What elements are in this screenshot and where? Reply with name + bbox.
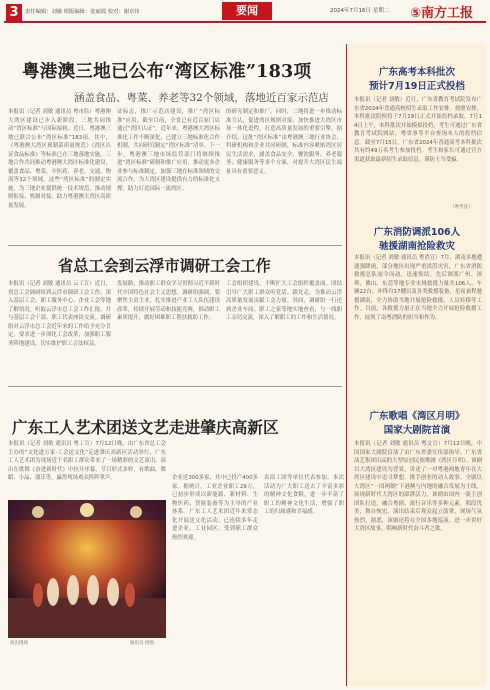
article2-col1: 本报讯（记者 刘敏 通讯员 云工宣）近日，省总工会调研组到云浮市调研工会工作，深入基层工会、职工服务中心、企业工会等地了解情况，听取云浮市总工会工作汇报，并与基层工会干部、职工代表座谈交流。调研组对云浮市总工会近年来的工作给予充分肯定，要求进一步深化工会改革，加强职工服务阵地建设，切实维护职工合法权益。 [8, 281, 111, 347]
issue-date: 2024年7月16日 星期二 [330, 8, 390, 14]
sidebar-divider [346, 44, 347, 686]
header-rule [4, 21, 486, 23]
article1-subtitle: 涵盖食品、粤菜、养老等32个领域，落地近百家示范店 [74, 92, 329, 104]
article3-col3: 表演工团等单位代表参加。本次活动为广大职工送去了丰富多彩的精神文化食粮，进一步丰富了职工的精神文化生活，增强了职工的归属感和幸福感。 [264, 475, 344, 515]
stage-photo-svg [8, 500, 166, 638]
section-label: 要闻 [222, 2, 272, 20]
article3-title: 广东工人艺术团送文艺走进肇庆高新区 [12, 418, 279, 437]
article1-title: 粤港澳三地已公布“湾区标准”183项 [22, 61, 312, 82]
sidebar2-title-line1: 广东消防调派106人 [373, 227, 461, 238]
article3-col2: 企业近300多家，其中已投产400多家。据统计，工业企业职工29万，已初步形成以新能源、新材料、生物医药、智能装备等为主导的产业体系。广东工人艺术团近年来常态化开展送文化活动，已连续多年走进企业、工业园区，受到职工群众热烈欢迎。 [172, 475, 258, 541]
divider [8, 386, 342, 387]
article3-col1: 本报讯（记者 刘敏 通讯员 粤工宣）7月12日晚，由广东省总工会主办的“文化进万家·工会送文化”走进肇庆高新区活动举行，广东工人艺术团为现场近千名职工群众带来了一场精彩的文艺演出。演出在歌舞《奋进新时代》中拉开序幕，节目形式多样，有歌曲、舞蹈、小品、器乐等，赢得现场观众阵阵掌声。 [8, 441, 166, 481]
sidebar2-body: 本报讯（记者 刘敏 通讯员 粤消宣）7月，湖南多地遭遇强降雨，部分地区出现严重洪涝灾害，广东省消防救援总队闻令而动，迅速集结，先后调派广州、深圳、佛山、东莞等地专业水域救援力量共106人、车辆22台、冲锋舟17艘以及各类救援装备，星夜兼程驰援湖南，全力协助当地开展抢险救援、人员转移等工作。目前，各救援力量正在当地全力开展抢险救援工作，展现了南粤消防的担当和作为。 [354, 255, 482, 321]
article2-col3: 工会组织建设，不断扩大工会组织覆盖面，团结引导广大职工群众听党话、跟党走，为推动云浮高质量发展贡献工会力量。其间，调研组一行还到企业车间、职工之家等地实地查看，与一线职工亲切交流，深入了解职工的工作和生活情况。 [226, 281, 342, 321]
newspaper-logo: ⑤南方工报 [410, 6, 474, 21]
sidebar3-title-line1: 广东歌唱《湾区月明》 [369, 411, 465, 422]
sidebar2-title-line2: 驰援湖南抢险救灾 [378, 241, 455, 252]
article1-col1: 本报讯（记者 刘敏 通讯员 粤市监）粤港澳大湾区建设已步入新阶段，三地共同推动“湾区标准”与国际接轨。近日，粤港澳三地已联合公布“湾区标准”183项。其中，《粤港澳大湾区预制菜质量规范》《湾区认证食品标准》等标准已在三地落地实施，三地合作共同推动粤港澳大湾区标准化建设，覆盖食品、粤菜、中医药、养老、交通、物流等32个领域。这些“湾区标准”的制定实施，为三地企业提供统一技术规范，推动规则衔接、机制对接，助力粤港澳大湾区高质量发展。 [8, 109, 111, 209]
photo-caption: 演出现场 [10, 641, 28, 646]
sidebar3-body: 本报讯（记者 刘敏 通讯员 粤文宣）7月12日晚，中国国家大剧院首演了由广东省委宣传部指导、广东省演艺集团出品的大型原创民族歌剧《湾区月明》。该剧以大湾区建设为背景，讲述了一对粤港两地青年在大湾区建设中追寻梦想、携手创业的动人故事。全剧以大湾区“一国两制”下港澳与内地的融合发展为主线，展现新时代大湾区的澎湃活力。该剧由国内一流主创团队打造，融合粤剧、流行音乐等多种元素，唱段优美，舞台恢宏，演出结束后观众起立鼓掌，现场气氛热烈。据悉，该剧还将在全国多地巡演，进一步讲好大湾区故事，唱响新时代奋斗者之歌。 [354, 441, 482, 532]
photo-credit: 通讯员 供图 [130, 641, 154, 646]
article1-col3: 的研究制定和推广。同时，三地将进一步推动标准互认，促进湾区规则对接，加快推进大湾区市场一体化进程，打造高质量发展的重要引擎。据介绍，这批“湾区标准”由粤港澳三地行业协会、科研机构和企业共同研制，标准内容紧贴湾区居民生活需求，涵盖食品安全、餐饮服务、养老服务、健康服务等多个方面，对提升大湾区民生福祉具有重要意义。 [226, 109, 342, 175]
sidebar1-title-line2: 预计7月19日正式投档 [369, 81, 465, 92]
editors-line: 责任编辑：刘敏 组版编辑：张丽霞 校对：谢卓伟 [25, 9, 140, 15]
sidebar3-title-line2: 国家大剧院首演 [383, 425, 451, 436]
sidebar1-title-line1: 广东高考本科批次 [378, 67, 455, 78]
article2-col2: 发展路，推动职工群众学习贯彻习近平新时代中国特色社会主义思想。调研组强调，要聚焦主责主业，扎实推进产业工人队伍建设改革，持续开展劳动和技能竞赛，推动职工素质提升，做好困难职工帮扶救助工作。 [117, 281, 220, 321]
article1-col2: 证标志，推广示范店建设，推广“湾区标准”应用，截至目前，全省已有近百家门店通过“湾区认证”。近年来，粤港澳大湾区标准化工作不断深化，已建立三地标准化合作机制，共同研究制定“湾区标准”清单。下一步，粤港澳三地市场监管部门将继续推进“湾区标准”研制和推广应用，推动更多企业参与标准制定，加强三地在标准领域的交流合作，为大湾区建设提供有力的标准化支撑，助力打造国际一流湾区。 [117, 109, 220, 192]
article2-title: 省总工会到云浮市调研工会工作 [58, 257, 271, 275]
sidebar1-tag: （粤考宣） [450, 205, 473, 210]
sidebar1-body: 本报讯（记者 刘敏）近日，广东省教育考试院发布广东省2024年普通高校招生录取工作安排。按照安排，本科批次院校将于7月19日正式开始投档录取。7月14日上午，本科批次开始模拟投档，考生可通过广东省教育考试院网站、粤省事等平台查询本人的投档信息。截至7月15日，广东省2024年普通高考本科批次共有约49万名考生参加投档。考生和家长可通过官方渠道获取最新招生录取信息，谨防上当受骗。 [354, 97, 482, 163]
divider [8, 245, 342, 246]
page-number: 3 [6, 4, 22, 21]
performance-photo [8, 500, 166, 638]
